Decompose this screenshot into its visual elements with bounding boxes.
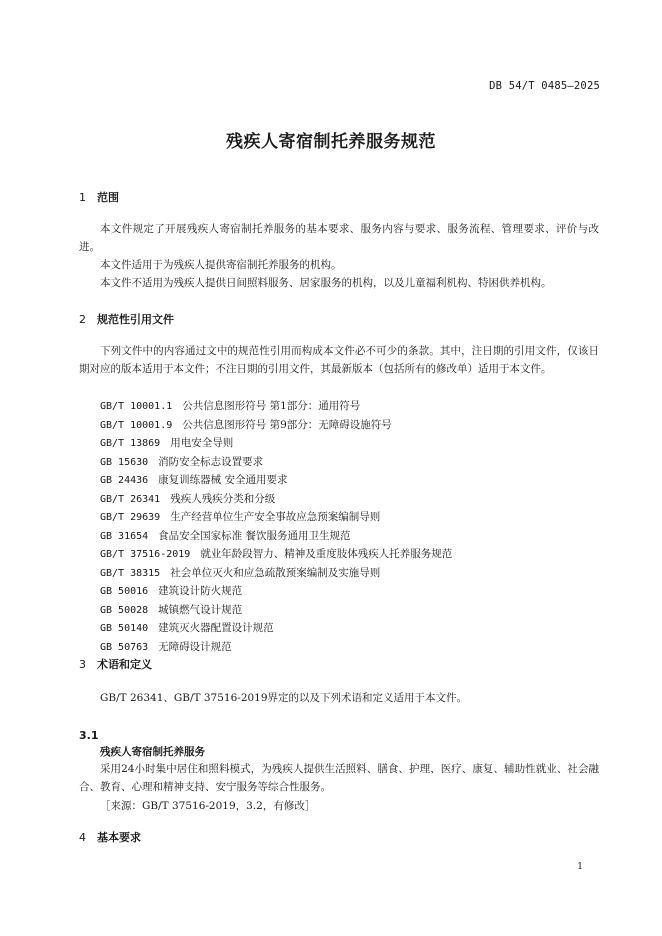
reference-title: 社会单位灭火和应急疏散预案编制及实施导则 [170, 566, 381, 579]
reference-item [100, 545, 452, 564]
term-number: 3.1 [79, 729, 99, 742]
reference-title: 城镇燃气设计规范 [158, 603, 243, 616]
reference-item [100, 490, 452, 509]
reference-item [100, 582, 452, 601]
reference-code: GB/T 37516-2019 [100, 549, 191, 560]
section-3-intro: GB/T 26341、GB/T 37516-2019界定的以及下列术语和定义适用于本文件。 [100, 692, 468, 704]
section-1-paragraph-2: 本文件适用于为残疾人提供寄宿制托养服务的机构。 [100, 259, 342, 271]
reference-code: GB/T 13869 [100, 438, 161, 449]
reference-code: GB/T 29639 [100, 512, 161, 523]
reference-item [100, 434, 452, 453]
reference-code: GB 15630 [100, 456, 149, 468]
document-title: 残疾人寄宿制托养服务规范 [226, 132, 436, 152]
reference-item [100, 638, 452, 657]
section-2-heading [79, 311, 174, 327]
reference-code: GB/T 10001.1 [100, 401, 173, 412]
reference-code: GB 50140 [100, 623, 149, 634]
standard-code: DB 54/T 0485—2025 [489, 80, 600, 92]
reference-code: GB 24436 [100, 475, 149, 486]
reference-title: 残疾人残疾分类和分级 [170, 492, 276, 505]
term-name: 残疾人寄宿制托养服务 [100, 746, 205, 758]
reference-item [100, 416, 452, 435]
reference-code: GB 50028 [100, 604, 149, 616]
reference-item [100, 564, 452, 583]
reference-title: 生产经营单位生产安全事故应急预案编制导则 [170, 511, 381, 523]
section-2-title: 规范性引用文件 [97, 313, 174, 326]
section-2-number: 2 [79, 313, 86, 326]
reference-item [100, 601, 452, 620]
reference-title: 无障碍设计规范 [158, 640, 232, 653]
reference-code: GB/T 26341 [100, 493, 161, 505]
reference-item [100, 453, 452, 472]
reference-title: 就业年龄段智力、精神及重度肢体残疾人托养服务规范 [200, 548, 453, 560]
reference-code: GB 31654 [100, 530, 149, 542]
reference-item [100, 397, 452, 416]
term-source: ［来源：GB/T 37516-2019，3.2，有修改］ [100, 800, 316, 812]
reference-code: GB 50763 [100, 641, 149, 653]
section-3-heading [79, 656, 152, 672]
reference-title: 食品安全国家标准 餐饮服务通用卫生规范 [158, 529, 351, 542]
reference-title: 公共信息图形符号 第1部分：通用符号 [182, 400, 361, 412]
section-2-intro: 下列文件中的内容通过文中的规范性引用而构成本文件必不可少的条款。其中，注日期的引用文件，仅该日期对应的版本适用于本文件；不注日期的引用文件，其最新版本（包括所有的修改单）适用于本文件。 [79, 345, 599, 375]
section-4-heading [79, 829, 141, 845]
reference-item [100, 619, 452, 638]
section-3-number: 3 [79, 658, 86, 671]
reference-title: 用电安全导则 [170, 437, 234, 449]
reference-title: 消防安全标志设置要求 [158, 455, 264, 468]
reference-code: GB/T 38315 [100, 567, 161, 579]
term-definition: 采用24小时集中居住和照料模式，为残疾人提供生活照料、膳食、护理、医疗、康复、辅助性就业、社会融合、教育、心理和精神支持、安宁服务等综合性服务。 [79, 763, 599, 793]
section-1-heading [79, 189, 119, 205]
reference-code: GB 50016 [100, 586, 149, 597]
reference-title: 建筑设计防火规范 [158, 585, 243, 597]
reference-title: 建筑灭火器配置设计规范 [158, 622, 274, 634]
section-1-paragraph-3: 本文件不适用为残疾人提供日间照料服务、居家服务的机构，以及儿童福利机构、特困供养机构。 [100, 277, 552, 289]
reference-item [100, 508, 452, 527]
section-1-number: 1 [79, 191, 86, 204]
section-4-number: 4 [79, 831, 86, 844]
reference-item [100, 471, 452, 490]
reference-title: 康复训练器械 安全通用要求 [158, 474, 288, 486]
reference-title: 公共信息图形符号 第9部分：无障碍设施符号 [182, 418, 392, 431]
section-1-title: 范围 [97, 191, 119, 204]
section-3-title: 术语和定义 [97, 658, 152, 671]
page-number: 1 [577, 862, 583, 872]
section-4-title: 基本要求 [97, 831, 141, 844]
reference-list [100, 397, 452, 656]
reference-item [100, 527, 452, 546]
section-1-paragraph-1: 本文件规定了开展残疾人寄宿制托养服务的基本要求、服务内容与要求、服务流程、管理要求、评价与改进。 [79, 223, 599, 253]
reference-code: GB/T 10001.9 [100, 419, 173, 431]
